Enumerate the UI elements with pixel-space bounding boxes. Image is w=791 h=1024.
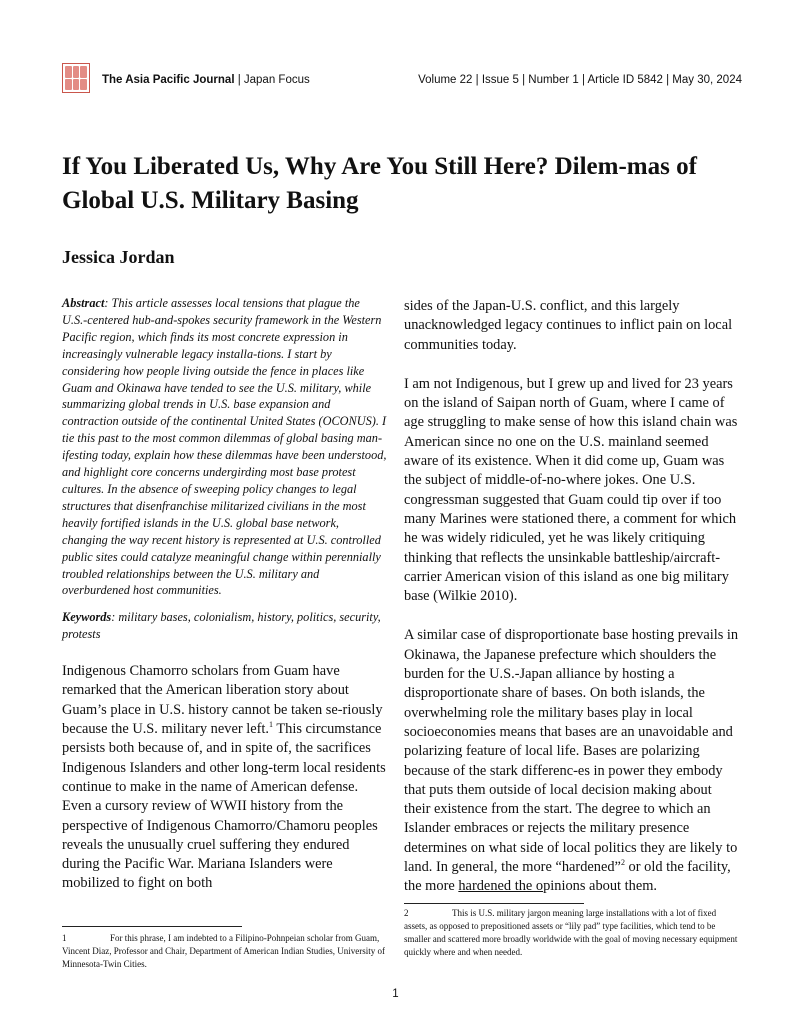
abstract-label: Abstract (62, 296, 105, 310)
article-title-text: If You Liberated Us, Why Are You Still Here? Dilem-mas of Global U.S. Military Basing (62, 153, 697, 214)
author-name: Jessica Jordan (62, 247, 175, 267)
footnote-ref-1[interactable]: 1 (269, 720, 273, 730)
footnote-number: 2 (404, 908, 409, 918)
body-text: This circumstance persists both because of, and in spite of, the sacrifices Indigenous Islanders and other long-term local residents continue to make in the name of American defense. Even a cursory review of WWII history from the perspective of Indigenous Chamorro/Chamoru peoples reveals the unusually cruel suffering they endured during the Pacific War. Mariana Islanders were mobilized to fight on both (62, 721, 386, 892)
body-text: Indigenous Chamorro scholars from Guam have remarked that the American liberation story about Guam’s place in U.S. history cannot be taken se-riously because the U.S. military never left. (62, 663, 383, 738)
left-column (62, 295, 387, 894)
journal-title: The Asia Pacific Journal (102, 74, 235, 86)
body-text: or old the facility, the more (404, 859, 731, 895)
abstract (62, 295, 387, 599)
journal-logo-icon (62, 63, 90, 93)
footnote-ref-2[interactable]: 2 (620, 858, 625, 868)
keywords-text: : military bases, colonialism, history, politics, security, protests (62, 610, 381, 642)
footnote-number: 1 (62, 933, 67, 943)
footnote-divider (62, 926, 242, 927)
footnote-2 (404, 907, 740, 959)
body-text: pinions about them. (543, 878, 657, 895)
body-paragraph: sides of the Japan-U.S. conflict, and this largely unacknowledged legacy continues to inflict pain on local communities today. (404, 298, 733, 353)
body-text: A similar case of disproportionate base hosting prevails in Okinawa, the Japanese prefecture which shoulders the burden for the U.S.-Japan alliance by hosting a disproportionate share of bases. On both islands, the overwhelming role the military bases play in local socioeconomies means that bases are an unavoidable and polarizing feature of local life. Bases are polarizing because of the stark differenc-es in power they embody that puts them outside of local decision making about their existence from the start. The degree to which an Islander embraces or rejects the military presence determines on what side of local politics they are likely to land. In general, the more “hardened” (404, 627, 739, 876)
page-number: 1 (392, 988, 399, 1000)
journal-subtitle: | Japan Focus (234, 74, 310, 86)
article-title (62, 150, 732, 218)
body-paragraph (404, 626, 740, 896)
page-header (62, 63, 742, 97)
right-column (404, 297, 740, 897)
body-paragraph: I am not Indigenous, but I grew up and lived for 23 years on the island of Saipan north of Guam, where I came of age struggling to make sense of how this island chain was American since no one on the U.S. mainland seemed aware of its existence. When it did come up, Guam was the subject of middle-of-no-where jokes. One U.S. congressman suggested that Guam could tip over if too many Marines were stationed there, a comment for which he was widely ridiculed, yet he was likely critiquing thinking that reflects the unsinkable battleship/aircraft-carrier American vision of this island as one big military base (Wilkie 2010). (404, 375, 738, 605)
footnote-1 (62, 932, 392, 971)
underlined-text: hardened the o (458, 878, 544, 895)
abstract-text: : This article assesses local tensions that plague the U.S.-centered hub-and-spokes security framework in the Western Pacific region, which finds its most concrete expression in increasingly vulnerable legacy installa-tions. I start by considering how people living outside the fence in places like Guam and Okinawa have tended to see the U.S. military, while summarizing global trends in U.S. base expansion and contraction outside of the continental United States (OCONUS). I tie this past to the most common dilemmas of global basing man-ifesting today, explain how these dilemmas have been understood, and highlight core concerns undergirding most base protest cultures. In the absence of sweeping policy changes to legal structures that disenfranchise militarized civilians in the most heavily fortified islands in the U.S. global base network, changing the way recent history is represented at U.S. controlled public sites could catalyze meaningful change within perennially troubled relationships between the U.S. military and overburdened host communities. (62, 296, 387, 598)
footnote-text: For this phrase, I am indebted to a Filipino-Pohnpeian scholar from Guam, Vincent Diaz, Professor and Chair, Department of American Indian Studies, University of Minnesota-Twin Cities. (62, 933, 386, 969)
keywords-label: Keywords (62, 610, 112, 625)
journal-name (102, 74, 310, 86)
body-paragraph (62, 662, 387, 894)
footnote-text: This is U.S. military jargon meaning large installations with a lot of fixed assets, as opposed to prepositioned assets or “lily pad” type facilities, which tend to be smaller and scattered more broadly worldwide with the goal of moving necessary equipment quickly where and when needed. (404, 908, 738, 957)
keywords (62, 609, 387, 643)
issue-info: Volume 22 | Issue 5 | Number 1 | Article ID 5842 | May 30, 2024 (418, 74, 742, 86)
footnote-divider (404, 903, 584, 904)
